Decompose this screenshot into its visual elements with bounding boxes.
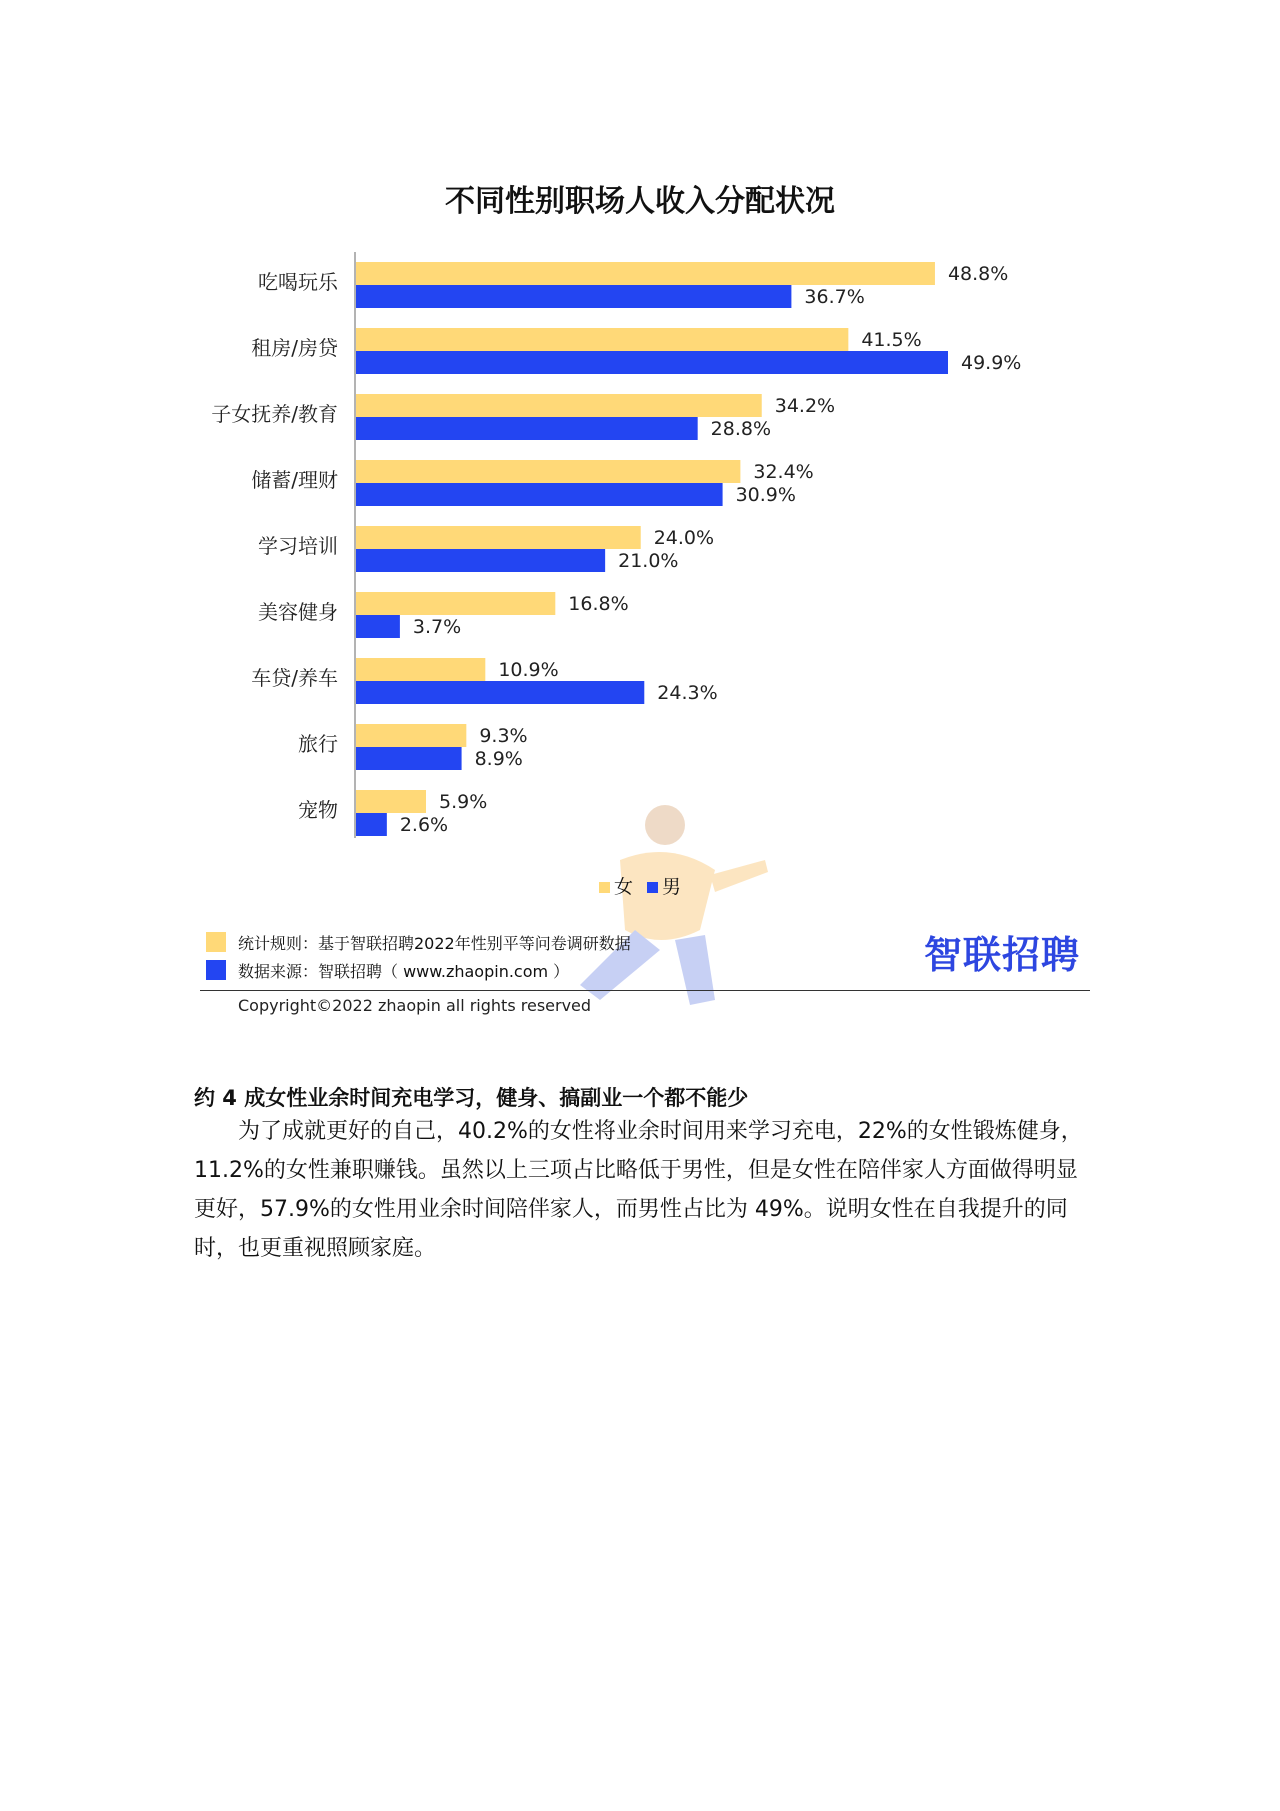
bars-group	[211, 262, 1021, 836]
bar-chart	[0, 0, 1280, 860]
divider	[200, 990, 1090, 991]
bar-female-saving	[356, 460, 740, 483]
brand-logo: 智联招聘	[924, 933, 1081, 977]
value-label-female-food: 48.8%	[947, 263, 1009, 285]
footnote-source-text: 数据来源：智联招聘（ www.zhaopin.com ）	[238, 961, 570, 981]
footnote-rule-swatch	[206, 932, 226, 952]
value-label-female-travel: 9.3%	[479, 725, 528, 747]
category-label-study: 学习培训	[258, 534, 338, 558]
value-label-male-saving: 30.9%	[735, 484, 796, 506]
category-label-food: 吃喝玩乐	[258, 270, 338, 294]
legend-swatch-female	[599, 882, 610, 893]
legend-item-female	[599, 872, 633, 899]
value-label-female-child: 34.2%	[774, 395, 836, 417]
footnote-rule-text: 统计规则：基于智联招聘2022年性别平等问卷调研数据	[238, 933, 631, 953]
bar-female-food	[356, 262, 935, 285]
runner-head	[645, 805, 685, 845]
copyright-text: Copyright©2022 zhaopin all rights reserved	[238, 996, 592, 1015]
value-label-male-travel: 8.9%	[474, 748, 523, 770]
category-label-travel: 旅行	[298, 732, 338, 756]
footnote-rule	[206, 928, 631, 956]
value-label-male-car: 24.3%	[657, 682, 718, 704]
article-paragraph: 为了成就更好的自己，40.2%的女性将业余时间用来学习充电，22%的女性锻炼健身，11.2%的女性兼职赚钱。虽然以上三项占比略低于男性，但是女性在陪伴家人方面做得明显更好，57.9%的女性用业余时间陪伴家人，而男性占比为 49%。说明女性在自我提升的同时，也更重视照顾家庭。	[194, 1119, 1083, 1261]
category-label-child: 子女抚养/教育	[211, 402, 338, 426]
bar-female-car	[356, 658, 485, 681]
bar-female-rent	[356, 328, 848, 351]
value-label-male-food: 36.7%	[804, 286, 865, 308]
bar-female-fitness	[356, 592, 555, 615]
value-label-female-car: 10.9%	[498, 659, 559, 681]
bar-male-saving	[356, 483, 723, 506]
category-label-fitness: 美容健身	[258, 600, 338, 624]
bar-male-travel	[356, 747, 462, 770]
value-label-female-study: 24.0%	[653, 527, 715, 549]
bar-male-child	[356, 417, 698, 440]
value-label-female-rent: 41.5%	[861, 329, 922, 351]
bar-male-fitness	[356, 615, 400, 638]
legend-swatch-male	[647, 882, 658, 893]
runner-leg-right	[675, 935, 715, 1005]
value-label-male-rent: 49.9%	[961, 352, 1022, 374]
category-label-saving: 储蓄/理财	[251, 468, 338, 492]
runner-illustration	[540, 800, 770, 1020]
footnote-source-swatch	[206, 960, 226, 980]
bar-male-food	[356, 285, 791, 308]
chart-title: 不同性别职场人收入分配状况	[445, 184, 835, 219]
value-label-female-saving: 32.4%	[753, 461, 814, 483]
category-label-pet: 宠物	[298, 798, 338, 822]
bar-female-study	[356, 526, 641, 549]
bar-male-study	[356, 549, 605, 572]
chart-legend	[0, 872, 1280, 899]
bar-male-pet	[356, 813, 387, 836]
value-label-male-study: 21.0%	[618, 550, 679, 572]
value-label-female-pet: 5.9%	[438, 791, 488, 813]
bar-female-travel	[356, 724, 466, 747]
value-label-male-pet: 2.6%	[399, 814, 449, 836]
article-heading: 约 4 成女性业余时间充电学习，健身、搞副业一个都不能少	[194, 1086, 749, 1110]
value-label-male-child: 28.8%	[710, 418, 772, 440]
chart-footnotes	[206, 928, 631, 984]
category-label-rent: 租房/房贷	[251, 336, 338, 360]
value-label-male-fitness: 3.7%	[412, 616, 462, 638]
legend-item-male	[647, 872, 681, 899]
bar-female-child	[356, 394, 762, 417]
bar-female-pet	[356, 790, 426, 813]
legend-label-male: 男	[662, 876, 682, 898]
footnote-source	[206, 956, 631, 984]
value-label-female-fitness: 16.8%	[568, 593, 629, 615]
legend-label-female: 女	[613, 876, 633, 898]
bar-male-car	[356, 681, 644, 704]
bar-male-rent	[356, 351, 948, 374]
category-label-car: 车贷/养车	[251, 666, 338, 690]
